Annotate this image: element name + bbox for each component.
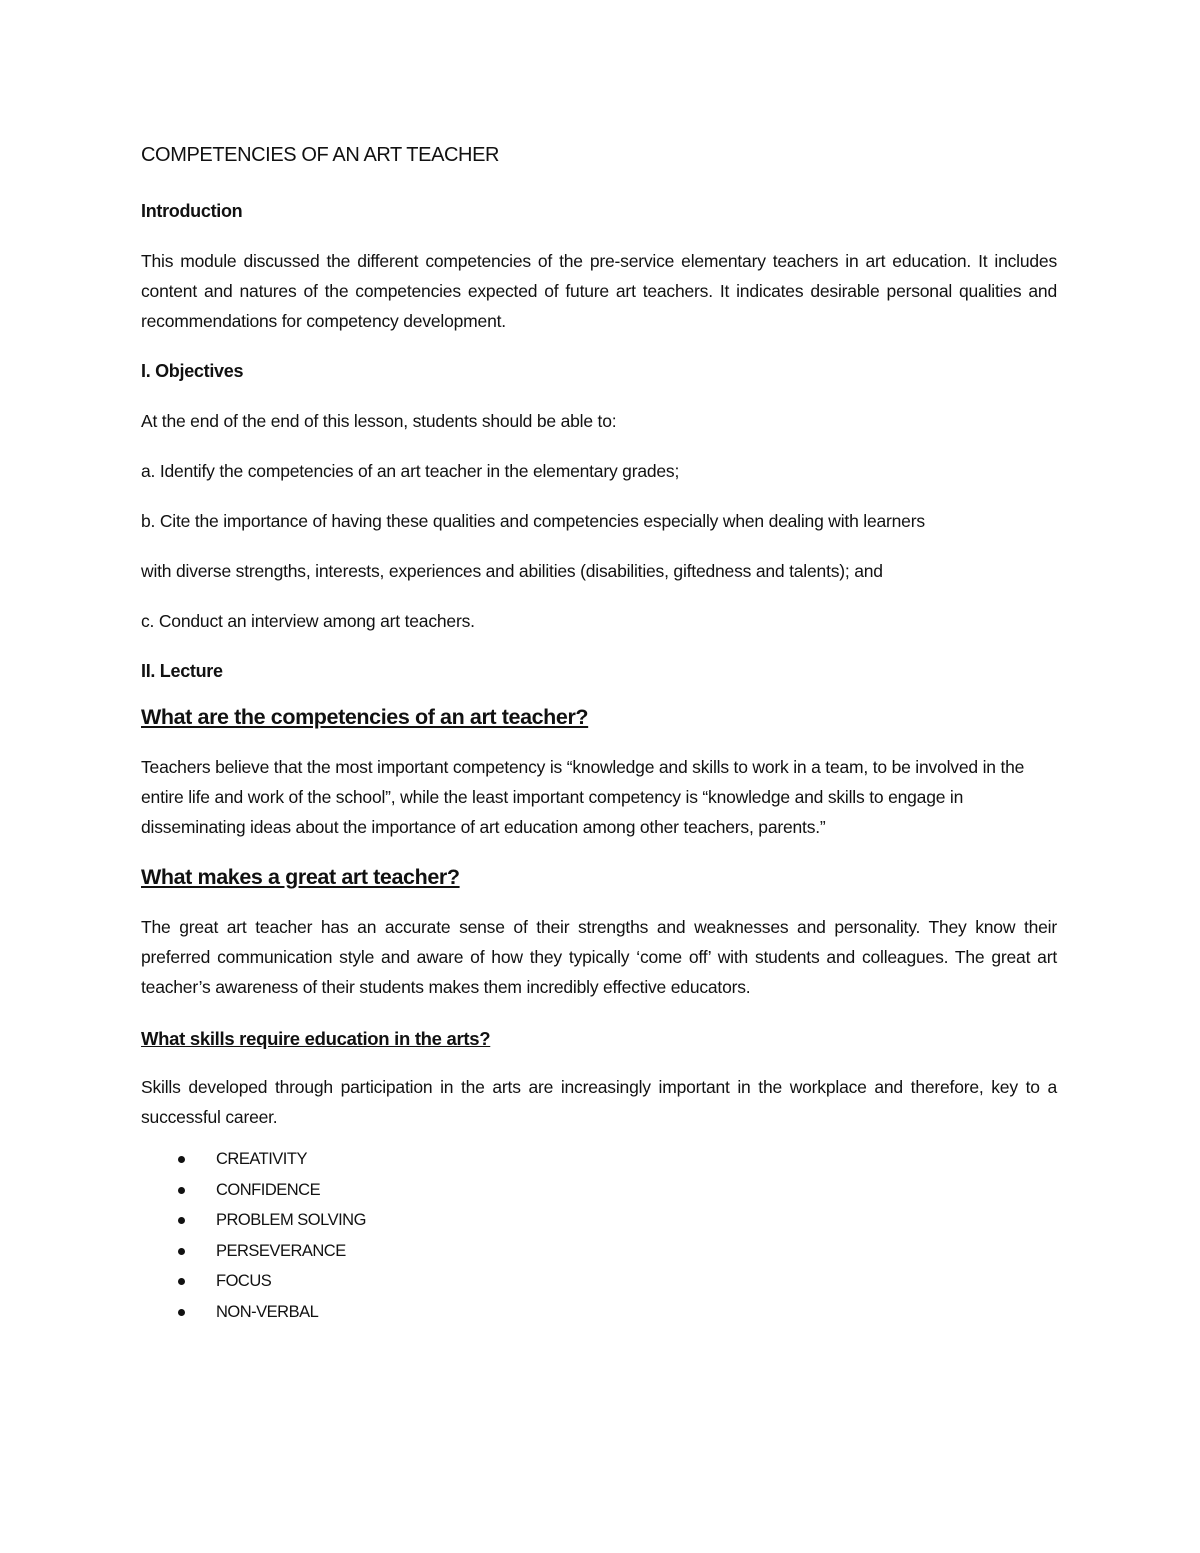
bullet-icon <box>178 1248 185 1255</box>
bullet-icon <box>178 1217 185 1224</box>
skills-list-item <box>141 1144 1057 1175</box>
skills-list-item-label: CONFIDENCE <box>216 1180 321 1199</box>
skills-answer-text: Skills developed through participation in the arts are increasingly important in the workplace and therefore, key to a successful career. <box>141 1077 1057 1127</box>
bullet-icon <box>178 1187 185 1194</box>
introduction-heading: Introduction <box>141 201 243 221</box>
objectives-heading: I. Objectives <box>141 361 244 381</box>
competencies-question-heading: What are the competencies of an art teacher? <box>141 705 589 729</box>
skills-list-item <box>141 1236 1057 1267</box>
bullet-icon <box>178 1309 185 1316</box>
document-page <box>141 140 1057 1327</box>
skills-list-item-label: NON-VERBAL <box>216 1302 319 1321</box>
objectives-lead: At the end of the end of this lesson, students should be able to: <box>141 411 617 431</box>
skills-list-item <box>141 1297 1057 1328</box>
objective-item-b-line1: b. Cite the importance of having these qualities and competencies especially when dealing with learners <box>141 511 925 531</box>
objective-item-c: c. Conduct an interview among art teachers. <box>141 611 475 631</box>
document-title: COMPETENCIES OF AN ART TEACHER <box>141 144 500 166</box>
lecture-heading: II. Lecture <box>141 661 223 681</box>
skills-question-heading: What skills require education in the arts? <box>141 1028 491 1049</box>
competencies-answer-text: Teachers believe that the most important competency is “knowledge and skills to work in a team, to be involved in the entire life and work of the school”, while the least important competency is “knowledge and skills to engage in disseminating ideas about the importance of art education among other teachers, parents.” <box>141 757 1025 837</box>
skills-list-item-label: CREATIVITY <box>216 1150 307 1168</box>
great-teacher-question-heading: What makes a great art teacher? <box>141 865 460 889</box>
objective-item-b-line2: with diverse strengths, interests, experiences and abilities (disabilities, giftedness and talents); and <box>141 561 883 581</box>
objective-item-a: a. Identify the competencies of an art teacher in the elementary grades; <box>141 461 680 481</box>
skills-list-item <box>141 1266 1057 1297</box>
great-teacher-answer-text: The great art teacher has an accurate sense of their strengths and weaknesses and personality. They know their preferred communication style and aware of how they typically ‘come off’ with students and colleagues. The great art teacher’s awareness of their students makes them incredibly effective educators. <box>141 917 1057 997</box>
skills-list-item <box>141 1175 1057 1206</box>
bullet-icon <box>178 1156 185 1163</box>
introduction-text: This module discussed the different competencies of the pre-service elementary teachers in art education. It includes content and natures of the competencies expected of future art teachers. It indicates desirable personal qualities and recommendations for competency development. <box>141 251 1057 331</box>
bullet-icon <box>178 1278 185 1285</box>
skills-list-item-label: FOCUS <box>216 1272 272 1290</box>
skills-list-item-label: PROBLEM SOLVING <box>216 1211 366 1229</box>
skills-list <box>141 1144 1057 1327</box>
skills-list-item <box>141 1205 1057 1236</box>
skills-list-item-label: PERSEVERANCE <box>216 1241 346 1260</box>
